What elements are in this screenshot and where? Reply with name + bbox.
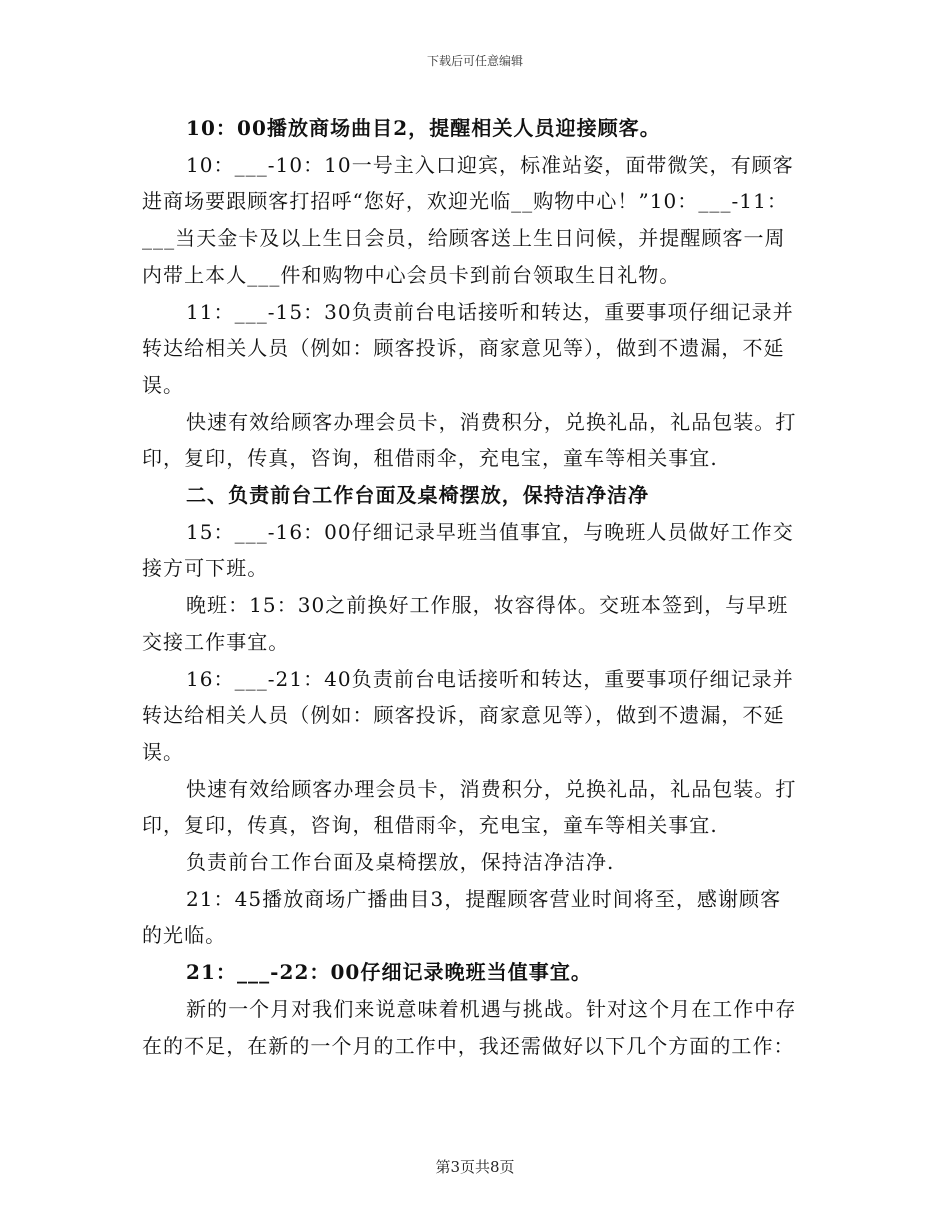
paragraph-6: 15：___-16：00仔细记录早班当值事宜，与晚班人员做好工作交接方可下班。 (142, 519, 794, 581)
paragraph-4: 快速有效给顾客办理会员卡，消费积分，兑换礼品，礼品包装。打印，复印，传真，咨询，租借雨伞，充电宝，童车等相关事宜. (142, 409, 797, 471)
paragraph-1: 10：00播放商场曲目2，提醒相关人员迎接顾客。 (186, 116, 661, 140)
paragraph-11: 21：45播放商场广播曲目3，提醒顾客营业时间将至，感谢顾客的光临。 (142, 886, 782, 948)
document-body (142, 110, 802, 1064)
paragraph-10: 负责前台工作台面及桌椅摆放，保持洁净洁净. (186, 850, 615, 875)
paragraph-13: 新的一个月对我们来说意味着机遇与挑战。针对这个月在工作中存在的不足，在新的一个月的工作中，我还需做好以下几个方面的工作： (142, 996, 797, 1058)
paragraph-2: 10：___-10：10一号主入口迎宾，标准站姿，面带微笑，有顾客进商场要跟顾客打招呼“您好，欢迎光临__购物中心！”10：___-11：___当天金卡及以上生日会员，给顾客送上生日问候，并提醒顾客一周内带上本人___件和购物中心会员卡到前台领取生日礼物。 (142, 152, 794, 287)
paragraph-8: 16：___-21：40负责前台电话接听和转达，重要事项仔细记录并转达给相关人员（例如：顾客投诉，商家意见等），做到不遗漏，不延误。 (142, 666, 794, 764)
paragraph-9: 快速有效给顾客办理会员卡，消费积分，兑换礼品，礼品包装。打印，复印，传真，咨询，租借雨伞，充电宝，童车等相关事宜. (142, 776, 797, 838)
page-footer: 第3页共8页 (435, 1158, 515, 1176)
paragraph-12: 21：___-22：00仔细记录晚班当值事宜。 (186, 960, 592, 985)
page-header: 下载后可任意编辑 (426, 54, 523, 68)
paragraph-7: 晚班：15：30之前换好工作服，妆容得体。交班本签到，与早班交接工作事宜。 (142, 593, 789, 654)
paragraph-5: 二、负责前台工作台面及桌椅摆放，保持洁净洁净 (186, 483, 650, 508)
paragraph-3: 11：___-15：30负责前台电话接听和转达，重要事项仔细记录并转达给相关人员（例如：顾客投诉，商家意见等），做到不遗漏，不延误。 (142, 299, 794, 397)
